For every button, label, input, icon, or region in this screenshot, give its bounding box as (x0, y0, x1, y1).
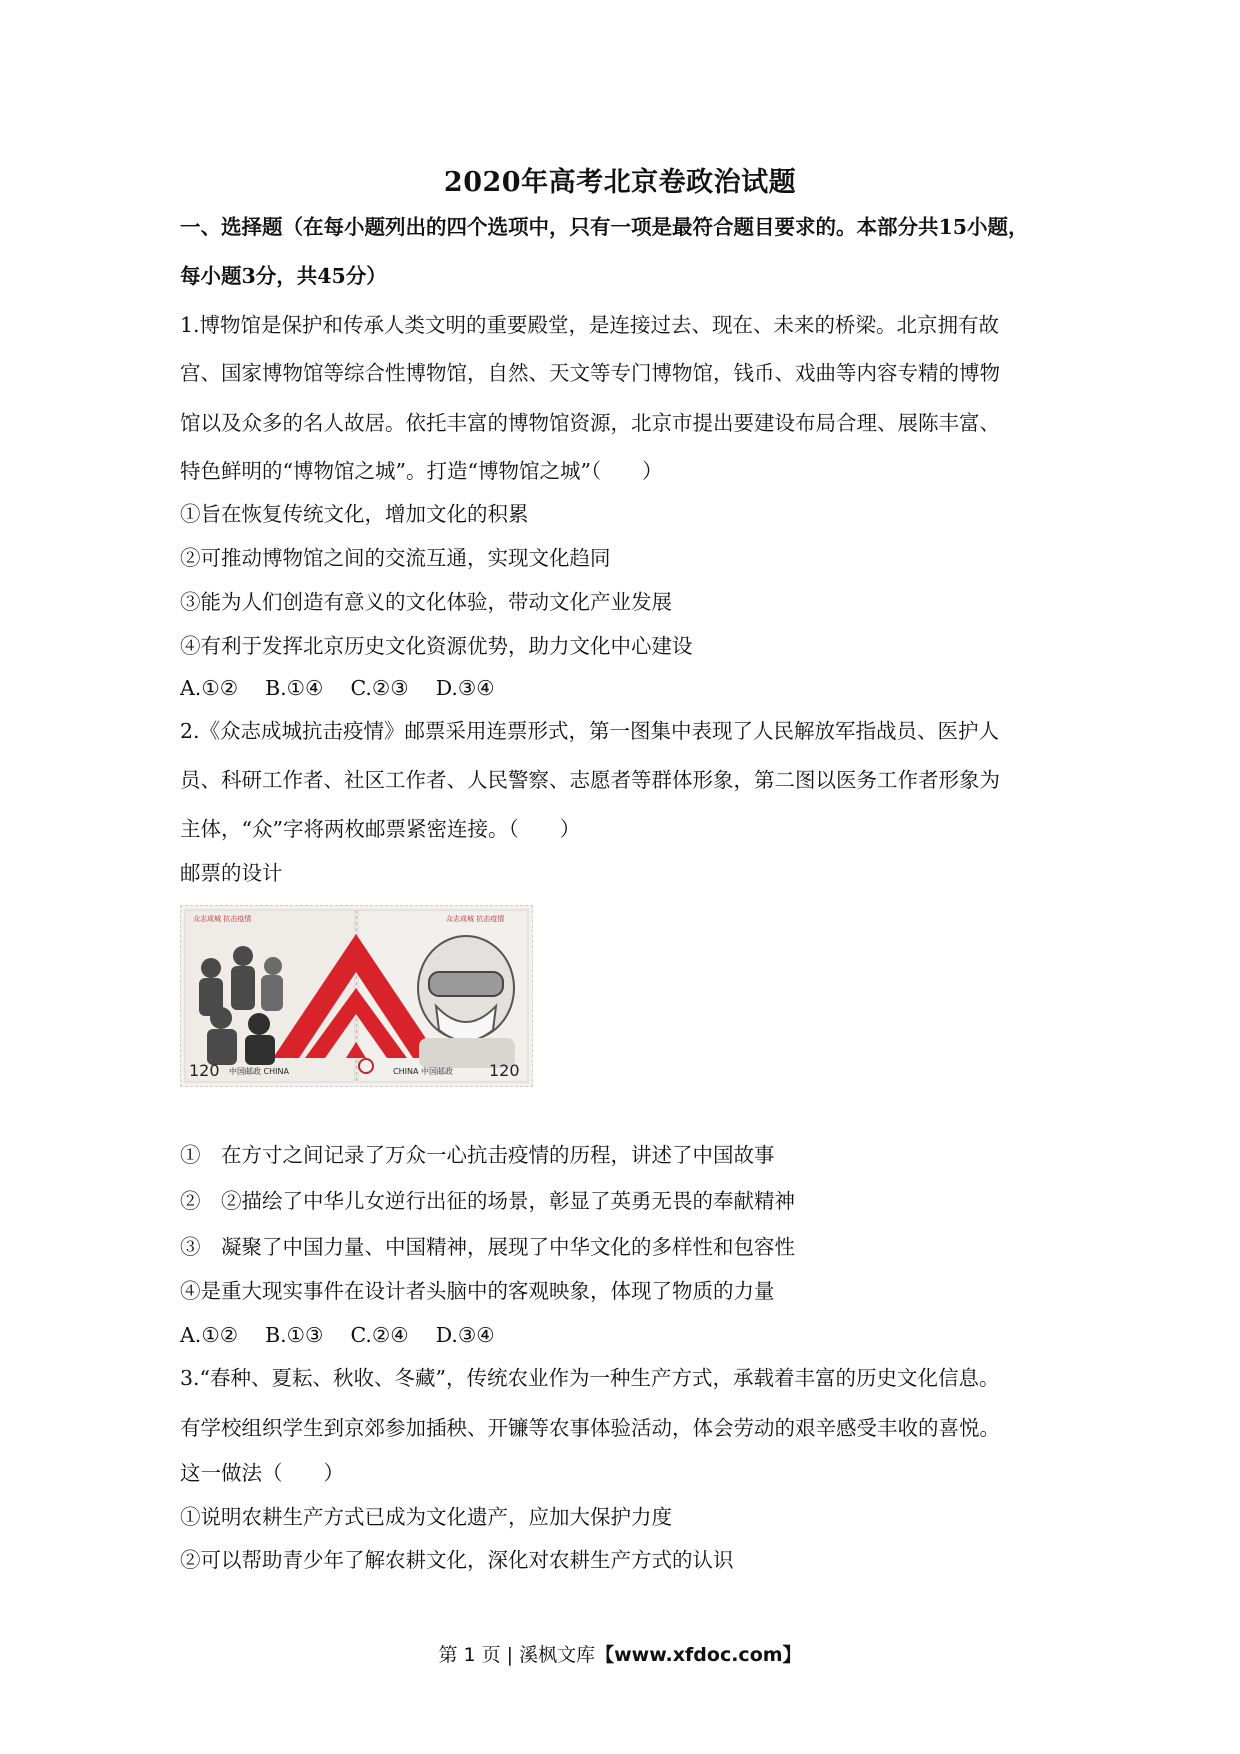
left-stamp-value: 120 (189, 1061, 220, 1080)
q2-stem-line-2: 员、科研工作者、社区工作者、人民警察、志愿者等群体形象，第二图以医务工作者形象为 (180, 768, 1000, 792)
q2-stem-line-1: 2.《众志成城抗击疫情》邮票采用连票形式，第一图集中表现了人民解放军指战员、医护人 (180, 719, 1000, 743)
section-heading-line-2: 每小题3分，共45分） (180, 264, 387, 288)
q1-option-4: ④有利于发挥北京历史文化资源优势，助力文化中心建设 (180, 634, 693, 658)
footer-separator: | (500, 1644, 520, 1666)
q1-option-2: ②可推动博物馆之间的交流互通，实现文化趋同 (180, 546, 611, 570)
q2-option-3: ③ 凝聚了中国力量、中国精神，展现了中华文化的多样性和包容性 (180, 1235, 795, 1259)
left-stamp-country: 中国邮政 CHINA (229, 1067, 289, 1076)
medical-worker-illustration (418, 936, 515, 1068)
website-link[interactable]: 【www.xfdoc.com】 (595, 1644, 802, 1666)
q1-stem-line-4: 特色鲜明的“博物馆之城”。打造“博物馆之城”（ ） (180, 459, 663, 483)
q1-option-1: ①旨在恢复传统文化，增加文化的积累 (180, 502, 529, 526)
right-stamp-value: 120 (489, 1061, 520, 1080)
left-stamp-header: 众志成城 抗击疫情 (193, 915, 252, 923)
q3-option-2: ②可以帮助青少年了解农耕文化，深化对农耕生产方式的认识 (180, 1548, 734, 1572)
q2-stem-line-3: 主体，“众”字将两枚邮票紧密连接。（ ） (180, 817, 581, 841)
page-footer (0, 1640, 1240, 1667)
q2-option-4: ④是重大现实事件在设计者头脑中的客观映象，体现了物质的力量 (180, 1279, 775, 1303)
right-stamp-country: CHINA 中国邮政 (393, 1067, 453, 1076)
q3-stem-line-1: 3.“春种、夏耘、秋收、冬藏”，传统农业作为一种生产方式，承载着丰富的历史文化信息。 (180, 1366, 1000, 1390)
q2-option-1: ① 在方寸之间记录了万众一心抗击疫情的历程，讲述了中国故事 (180, 1143, 775, 1167)
section-heading-line-1: 一、选择题（在每小题列出的四个选项中，只有一项是最符合题目要求的。本部分共15小题， (180, 215, 1029, 239)
q3-stem-line-2: 有学校组织学生到京郊参加插秧、开镰等农事体验活动，体会劳动的艰辛感受丰收的喜悦。 (180, 1416, 1000, 1440)
q3-stem-line-3: 这一做法（ ） (180, 1461, 344, 1485)
q1-stem-line-1: 1.博物馆是保护和传承人类文明的重要殿堂，是连接过去、现在、未来的桥梁。北京拥有故 (180, 313, 1000, 337)
page-number: 第 1 页 (438, 1644, 501, 1666)
q1-answers: A.①② B.①④ C.②③ D.③④ (180, 676, 495, 700)
q1-stem-line-2: 宫、国家博物馆等综合性博物馆，自然、天文等专门博物馆，钱币、戏曲等内容专精的博物 (180, 361, 1000, 385)
q2-option-2: ② ②描绘了中华儿女逆行出征的场景，彰显了英勇无畏的奉献精神 (180, 1189, 795, 1213)
library-name: 溪枫文库 (519, 1644, 596, 1666)
right-stamp-header: 众志成城 抗击疫情 (446, 915, 505, 923)
q2-caption: 邮票的设计 (180, 861, 283, 885)
q2-answers: A.①② B.①③ C.②④ D.③④ (180, 1323, 495, 1347)
q1-option-3: ③能为人们创造有意义的文化体验，带动文化产业发展 (180, 590, 672, 614)
page-title: 2020年高考北京卷政治试题 (443, 167, 797, 198)
q3-option-1: ①说明农耕生产方式已成为文化遗产，应加大保护力度 (180, 1505, 672, 1529)
stamp-image (180, 905, 533, 1087)
q1-stem-line-3: 馆以及众多的名人故居。依托丰富的博物馆资源，北京市提出要建设布局合理、展陈丰富、 (180, 411, 1000, 435)
